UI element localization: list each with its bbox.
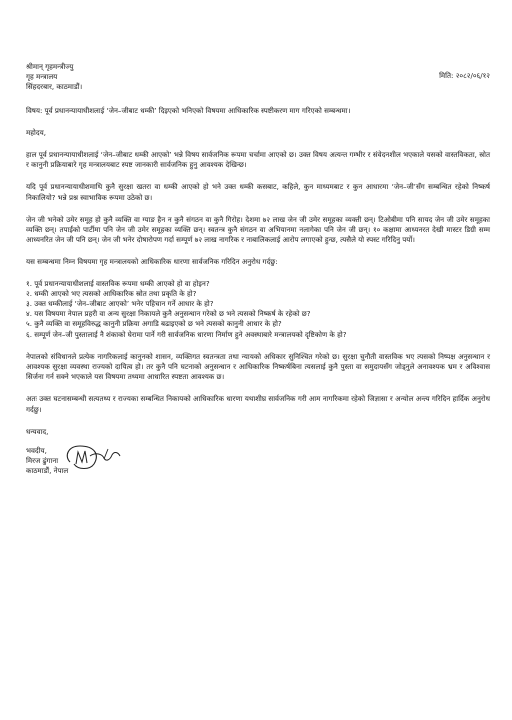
recipient-address [26, 62, 82, 93]
question-item: १. पूर्व प्रधानन्यायाधीशलाई वास्तविक रूपमा धम्की आएको हो वा होइन? [26, 278, 210, 288]
question-list [26, 279, 490, 340]
sender-address: काठमाडौं, नेपाल [26, 466, 69, 476]
body-paragraph: यदि पूर्व प्रधानन्यायाधीशमाथि कुनै सुरक्षा खतरा वा धम्की आएको हो भने उक्त धम्की कसबाट, कहिले, कुन माध्यमबाट र कुन आधारमा ‘जेन–जी’सँग सम्बन्धित रहेको निष्कर्ष निकालियो? भन्ने प्रश्न स्वाभाविक रूपमा उठेको छ। [26, 182, 490, 202]
handwritten-signature [60, 442, 124, 472]
salutation: महोदय, [26, 127, 46, 137]
question-item: ३. उक्त धम्कीलाई ‘जेन–जीबाट आएको’ भनेर पहिचान गर्ने आधार के हो? [26, 299, 214, 309]
signature-block [26, 446, 490, 477]
question-item: ६. सम्पूर्ण जेन–जी पुस्तालाई नै शंकाको घेरामा पार्ने गरी सार्वजनिक धारणा निर्माण हुने अवस्थाबारे मन्त्रालयको दृष्टिकोण के हो? [26, 329, 347, 339]
body-paragraph: जेन जी भनेको उमेर समूह हो कुनै व्यक्ति वा ग्याङ हैन न कुनै संगठन वा कुनै गिरोह। देशमा ७२ लाख जेन जी उमेर समूहका व्यक्ती छन्। टिओबीमा पनि सायद जेन जी उमेर समूहका व्यक्ति छन्। तपाईंको पार्टीमा पनि जेन जी उमेर समूहका व्यक्ति छन्। स्वतन्त्र कुनै संगठन वा अभियानमा नलागेका पनि जेन जी छन्। १० कक्षामा आध्यनरत देखी मास्टर डिग्री सम्म आध्यनरित जेन जी पनि छन्। जेन जी भनेर दोषारोपण गर्दा सम्पूर्ण ७२ लाख नागरिक र नाबालिकलाई आरोप लगाएको हुन्छ, त्यसैले यो स्पस्ट गरिदिनु पर्यो। [26, 214, 490, 245]
body-paragraph: यस सम्बन्धमा निम्न विषयमा गृह मन्त्रालयको आधिकारिक धारणा सार्वजनिक गरिदिन अनुरोध गर्दछु: [26, 257, 278, 267]
closing-paragraph: नेपालको संविधानले प्रत्येक नागरिकलाई कानुनको शासन, व्यक्तिगत स्वतन्त्रता तथा न्यायको अधिकार सुनिश्चित गरेको छ। सुरक्षा चुनौती वास्तविक भए त्यसको निष्पक्ष अनुसन्धान र आवश्यक सुरक्षा व्यवस्था राज्यको दायित्व हो। तर कुनै पनि घटनाको अनुसन्धान र आधिकारिक निष्कर्षबिना त्यसलाई कुनै पुस्ता वा समुदायसँग जोड्नुले अनावश्यक भ्रम र अविश्वास सिर्जना गर्न सक्ने भएकाले यस विषयमा तथ्यमा आधारित स्पष्टता आवश्यक छ। [26, 351, 490, 382]
recipient-ministry: गृह मन्त्रालय [26, 72, 58, 82]
recipient-title: श्रीमान् गृहमन्त्रीज्यु [26, 62, 74, 71]
closing-paragraph: अतः उक्त घटनासम्बन्धी सत्यतथ्य र राज्यका सम्बन्धित निकायको आधिकारिक धारणा यथाशीघ्र सार्वजनिक गरी आम नागरिकमा रहेको जिज्ञासा र अन्योल अन्त्य गरिदिन हार्दिक अनुरोध गर्दछु। [26, 394, 490, 414]
thanks-line: धन्यवाद, [26, 426, 49, 436]
signoff-line: भवदीय, [26, 446, 47, 456]
recipient-location: सिंहदरबार, काठमाडौं। [26, 82, 83, 92]
body-paragraph: हाल पूर्व प्रधानन्यायाधीशलाई ‘जेन–जीबाट धम्की आएको’ भन्ने विषय सार्वजनिक रूपमा चर्चामा आएको छ। उक्त विषय अत्यन्त गम्भीर र संवेदनशील भएकाले यसको वास्तविकता, स्रोत र कानुनी प्रक्रियाबारे गृह मन्त्रालयबाट स्पष्ट जानकारी सार्वजनिक हुनु आवश्यक देखिन्छ। [26, 150, 490, 170]
question-item: ४. यस विषयमा नेपाल प्रहरी वा अन्य सुरक्षा निकायले कुनै अनुसन्धान गरेको छ भने त्यसको निष्कर्ष के रहेको छ? [26, 309, 311, 319]
question-item: ५. कुनै व्यक्ति वा समूहविरुद्ध कानुनी प्रक्रिया अगाडि बढाइएको छ भने त्यसको कानुनी आधार के हो? [26, 319, 282, 329]
letter-date: मिति: २०८२/०६/१२ [439, 71, 490, 80]
letter-subject: विषय: पूर्व प्रधानन्यायाधीशलाई ‘जेन–जीबाट धम्की’ दिइएको भनिएको विषयमा आधिकारिक स्पष्टीकरण माग गरिएको सम्बन्धमा। [26, 105, 351, 115]
letter-header [26, 62, 490, 93]
question-item: २. धम्की आएको भए त्यसको आधिकारिक स्रोत तथा प्रकृति के हो? [26, 288, 197, 298]
sender-name: मिरज ढुंगाना [26, 456, 59, 466]
